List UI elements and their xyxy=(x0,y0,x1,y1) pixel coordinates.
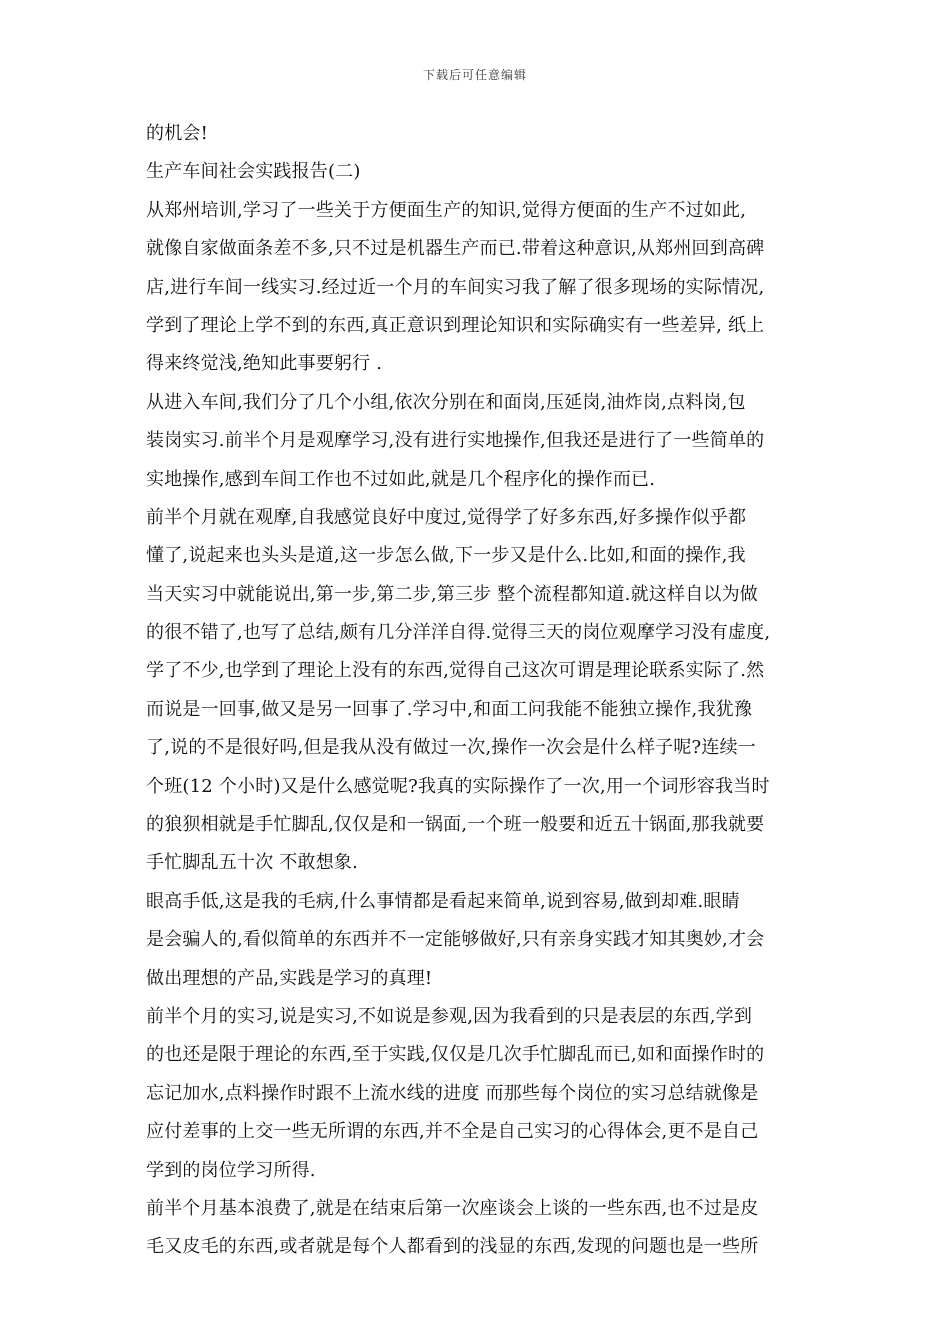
text-line: 装岗实习.前半个月是观摩学习,没有进行实地操作,但我还是进行了一些简单的 xyxy=(146,430,765,452)
document-body xyxy=(146,115,814,1267)
text-line: 前半个月基本浪费了,就是在结束后第一次座谈会上谈的一些东西,也不过是皮 xyxy=(146,1197,759,1219)
text-line: 应付差事的上交一些无所谓的东西,并不全是自己实习的心得体会,更不是自己 xyxy=(146,1121,759,1143)
text-line: 个班(12 个小时)又是什么感觉呢?我真的实际操作了一次,用一个词形容我当时 xyxy=(146,775,770,797)
text-line: 从进入车间,我们分了几个小组,依次分别在和面岗,压延岗,油炸岗,点料岗,包 xyxy=(146,391,746,413)
text-line: 忘记加水,点料操作时跟不上流水线的进度 而那些每个岗位的实习总结就像是 xyxy=(146,1082,759,1104)
text-line: 了,说的不是很好吗,但是我从没有做过一次,操作一次会是什么样子呢?连续一 xyxy=(146,737,757,759)
text-line: 手忙脚乱五十次 不敢想象. xyxy=(146,852,359,874)
text-line: 就像自家做面条差不多,只不过是机器生产而已.带着这种意识,从郑州回到高碑 xyxy=(146,238,765,260)
section-heading: 生产车间社会实践报告(二) xyxy=(146,161,361,183)
text-line: 做出理想的产品,实践是学习的真理! xyxy=(146,967,433,989)
text-line: 从郑州培训,学习了一些关于方便面生产的知识,觉得方便面的生产不过如此, xyxy=(146,199,747,221)
text-line: 得来终觉浅,绝知此事要躬行 . xyxy=(146,353,383,375)
text-line: 前半个月的实习,说是实习,不如说是参观,因为我看到的只是表层的东西,学到 xyxy=(146,1005,753,1027)
text-line: 的很不错了,也写了总结,颇有几分洋洋自得.觉得三天的岗位观摩学习没有虚度, xyxy=(146,622,771,644)
text-line: 而说是一回事,做又是另一回事了.学习中,和面工问我能不能独立操作,我犹豫 xyxy=(146,698,753,720)
page-header: 下载后可任意编辑 xyxy=(422,68,527,82)
text-line: 前半个月就在观摩,自我感觉良好中度过,觉得学了好多东西,好多操作似乎都 xyxy=(146,506,747,528)
text-line: 是会骗人的,看似简单的东西并不一定能够做好,只有亲身实践才知其奥妙,才会 xyxy=(146,929,765,951)
text-line: 的机会! xyxy=(146,123,209,144)
text-line: 学到的岗位学习所得. xyxy=(146,1159,316,1181)
text-line: 毛又皮毛的东西,或者就是每个人都看到的浅显的东西,发现的问题也是一些所 xyxy=(146,1236,759,1258)
text-line: 的狼狈相就是手忙脚乱,仅仅是和一锅面,一个班一般要和近五十锅面,那我就要 xyxy=(146,814,765,836)
text-line: 学了不少,也学到了理论上没有的东西,觉得自己这次可谓是理论联系实际了.然 xyxy=(146,660,765,682)
text-line: 学到了理论上学不到的东西,真正意识到理论知识和实际确实有一些差异, 纸上 xyxy=(146,314,765,336)
text-line: 的也还是限于理论的东西,至于实践,仅仅是几次手忙脚乱而已,如和面操作时的 xyxy=(146,1044,765,1066)
text-line: 当天实习中就能说出,第一步,第二步,第三步 整个流程都知道.就这样自以为做 xyxy=(146,583,759,605)
text-line: 眼高手低,这是我的毛病,什么事情都是看起来简单,说到容易,做到却难.眼睛 xyxy=(146,890,740,912)
text-line: 懂了,说起来也头头是道,这一步怎么做,下一步又是什么.比如,和面的操作,我 xyxy=(146,545,746,567)
text-line: 实地操作,感到车间工作也不过如此,就是几个程序化的操作而已. xyxy=(146,468,656,490)
text-line: 店,进行车间一线实习.经过近一个月的车间实习我了解了很多现场的实际情况, xyxy=(146,276,765,298)
